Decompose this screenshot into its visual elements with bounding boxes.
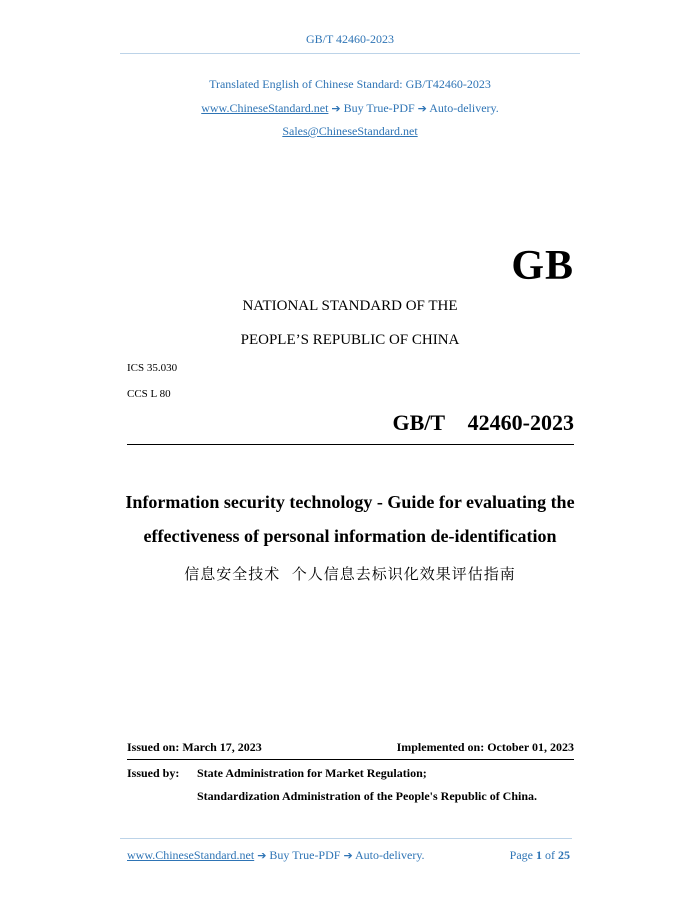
site-link[interactable]: www.ChineseStandard.net — [201, 101, 329, 115]
page-of: of — [545, 848, 555, 862]
issued-on-date: Issued on: March 17, 2023 — [127, 740, 262, 754]
delivery-text: Auto-delivery. — [429, 101, 499, 115]
ics-code: ICS 35.030 — [127, 362, 178, 374]
email-link[interactable]: Sales@ChineseStandard.net — [282, 124, 418, 138]
footer-delivery-text: Auto-delivery. — [355, 848, 425, 862]
footer-purchase-line — [127, 848, 425, 863]
email-line — [0, 124, 700, 139]
footer-divider — [120, 838, 572, 839]
right-arrow-icon: ➔ — [417, 102, 427, 115]
issuer-line1: State Administration for Market Regulation; — [197, 766, 427, 780]
buy-text: Buy True-PDF — [343, 101, 415, 115]
running-header: GB/T 42460-2023 — [305, 32, 395, 46]
page-indicator — [510, 848, 570, 863]
right-arrow-icon: ➔ — [257, 849, 267, 862]
header-divider — [120, 53, 580, 54]
implemented-on-date: Implemented on: October 01, 2023 — [396, 740, 574, 754]
page-word: Page — [509, 848, 533, 862]
standard-number: GB/T 42460-2023 — [392, 410, 574, 435]
national-standard-line2: PEOPLE’S REPUBLIC OF CHINA — [240, 332, 460, 348]
right-arrow-icon: ➔ — [343, 849, 353, 862]
issuer-line2: Standardization Administration of the People's Republic of China. — [197, 789, 538, 803]
right-arrow-icon: ➔ — [331, 102, 341, 115]
title-chinese: 信息安全技术 个人信息去标识化效果评估指南 — [184, 565, 516, 583]
title-divider — [127, 444, 574, 445]
translation-notice: Translated English of Chinese Standard: GB/T42460-2023 — [209, 77, 491, 91]
page-current: 1 — [536, 848, 542, 862]
issued-by-label: Issued by: — [127, 766, 180, 780]
gb-logo: GB — [511, 243, 574, 289]
title-english-line2: effectiveness of personal information de-identification — [143, 526, 557, 546]
page-total: 25 — [558, 848, 570, 862]
footer-buy-text: Buy True-PDF — [269, 848, 341, 862]
purchase-line — [0, 101, 700, 116]
footer-site-link[interactable]: www.ChineseStandard.net — [127, 848, 255, 862]
dates-divider — [127, 759, 574, 760]
national-standard-line1: NATIONAL STANDARD OF THE — [242, 298, 458, 314]
ccs-code: CCS L 80 — [127, 388, 171, 400]
title-english-line1: Information security technology - Guide for evaluating the — [125, 492, 575, 512]
